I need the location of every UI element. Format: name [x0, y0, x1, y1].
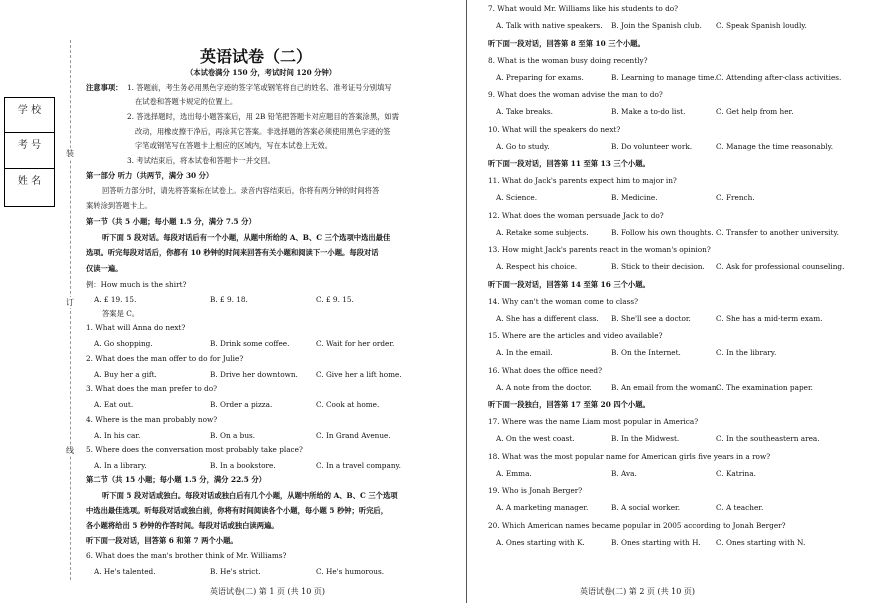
- question-text: 3. What does the man prefer to do?: [86, 384, 218, 393]
- section1-instruction: 听下面 5 段对话。每段对话后有一个小题，从题中所给的 A、B、C 三个选项中选出最佳: [102, 233, 391, 242]
- question-option: B. An email from the woman.: [611, 382, 719, 392]
- note-line: 2. 答选择题时，选出每小题答案后，用 2B 铅笔把答题卡对应题目的答案涂黑，如需: [127, 112, 400, 121]
- question-option: C. French.: [716, 193, 755, 202]
- question-option: B. Stick to their decision.: [611, 262, 705, 271]
- question-option: C. She has a mid-term exam.: [716, 313, 823, 323]
- question-text: 18. What was the most popular name for American girls five years in a row?: [488, 451, 771, 461]
- example-question: 例：How much is the shirt?: [86, 280, 187, 289]
- question-text: 2. What does the man offer to do for Julie?: [86, 353, 244, 363]
- school-label: 学 校: [17, 105, 42, 116]
- exam-number-label: 考 号: [17, 140, 42, 151]
- page-divider: [466, 0, 467, 603]
- question-option: B. On the Internet.: [611, 348, 681, 357]
- question-option: C. He's humorous.: [316, 567, 385, 576]
- binding-mark-zhuang: 装: [66, 149, 74, 158]
- section1-instruction: 仅读一遍。: [86, 264, 123, 273]
- question-option: A. A marketing manager.: [496, 503, 589, 512]
- question-option: A. In the email.: [496, 348, 553, 357]
- question-option: B. Drive her downtown.: [210, 369, 298, 379]
- question-option: C. Manage the time reasonably.: [716, 141, 834, 151]
- section2-instruction: 中选出最佳选项。听每段对话或独白前，你将有时间阅读各个小题，每小题 5 秒钟；听完后，: [86, 506, 389, 515]
- question-option: A. Eat out.: [94, 400, 134, 409]
- example-option: A. £ 19. 15.: [94, 295, 137, 304]
- question-option: A. Go to study.: [496, 141, 550, 151]
- part1-intro-line: 回答听力部分时，请先将答案标在试卷上。录音内容结束后，你将有两分钟的时间将答: [102, 186, 380, 195]
- question-option: B. In a bookstore.: [210, 461, 276, 470]
- example-answer: 答案是 C。: [102, 309, 140, 318]
- notes-label: 注意事项：: [86, 83, 123, 92]
- question-option: C. In Grand Avenue.: [316, 430, 391, 440]
- question-option: A. He's talented.: [94, 567, 156, 576]
- note-line: 字笔或钢笔写在答题卡上相应的区域内，写在本试卷上无效。: [135, 141, 333, 150]
- question-option: B. Join the Spanish club.: [611, 21, 702, 30]
- note-line: 改动，用橡皮擦干净后，再涂其它答案。非选择题的答案必须使用黑色字迹的签: [135, 127, 391, 136]
- question-text: 14. Why can't the woman come to class?: [488, 296, 639, 306]
- question-option: A. Respect his choice.: [496, 262, 578, 271]
- dialogue-header: 听下面一段独白，回答第 17 至第 20 四个小题。: [488, 400, 650, 409]
- binding-mark-ding: 订: [66, 298, 74, 307]
- dialogue-header: 听下面一段对话，回答第 8 至第 10 三个小题。: [488, 38, 645, 48]
- question-option: A. Talk with native speakers.: [496, 21, 603, 30]
- question-option: A. Buy her a gift.: [94, 369, 157, 379]
- note-line: 在试卷和答题卡规定的位置上。: [135, 97, 238, 106]
- part1-heading: 第一部分 听力（共两节，满分 30 分）: [86, 171, 214, 180]
- question-option: B. Ones starting with H.: [611, 537, 701, 547]
- question-text: 20. Which American names became popular in 2005 according to Jonah Berger?: [488, 520, 786, 530]
- question-option: C. Speak Spanish loudly.: [716, 21, 807, 30]
- question-option: A. In his car.: [94, 430, 141, 440]
- question-option: A. Emma.: [496, 468, 532, 478]
- section1-instruction: 选项。听完每段对话后，你都有 10 秒钟的时间来回答有关小题和阅读下一小题。每段对话: [86, 248, 379, 257]
- question-option: C. Ask for professional counseling.: [716, 262, 845, 271]
- note-line: 3. 考试结束后，将本试卷和答题卡一并交回。: [127, 156, 275, 165]
- question-option: C. Wait for her order.: [316, 339, 395, 348]
- question-text: 5. Where does the conversation most probably take place?: [86, 445, 303, 454]
- part1-intro-line: 案转涂到答题卡上。: [86, 201, 152, 210]
- footer-left: 英语试卷(二) 第 1 页 (共 10 页): [210, 587, 326, 596]
- question-option: C. Ones starting with N.: [716, 537, 806, 547]
- dialogue-header: 听下面一段对话，回答第 6 和第 7 两个小题。: [86, 536, 238, 545]
- question-option: B. Follow his own thoughts.: [611, 227, 714, 237]
- question-text: 19. Who is Jonah Berger?: [488, 486, 583, 495]
- question-option: A. Go shopping.: [94, 339, 153, 348]
- question-option: B. Order a pizza.: [210, 400, 273, 409]
- question-text: 11. What do Jack's parents expect him to major in?: [488, 176, 677, 185]
- question-option: A. Ones starting with K.: [496, 537, 585, 547]
- question-text: 1. What will Anna do next?: [86, 323, 186, 332]
- question-option: B. Make a to-do list.: [611, 107, 686, 116]
- example-option: C. £ 9. 15.: [316, 295, 354, 304]
- question-option: C. In a travel company.: [316, 461, 401, 470]
- section1-heading: 第一节（共 5 小题；每小题 1.5 分，满分 7.5 分）: [86, 217, 256, 226]
- question-option: B. He's strict.: [210, 567, 261, 576]
- question-option: C. A teacher.: [716, 503, 764, 512]
- question-option: C. Attending after-class activities.: [716, 72, 842, 82]
- section2-instruction: 各小题将给出 5 秒钟的作答时间。每段对话或独白读两遍。: [86, 521, 279, 530]
- question-option: A. Science.: [496, 193, 538, 202]
- question-option: B. Learning to manage time.: [611, 72, 717, 82]
- question-text: 15. Where are the articles and video available?: [488, 331, 663, 340]
- name-label: 姓 名: [17, 176, 42, 187]
- question-text: 9. What does the woman advise the man to do?: [488, 90, 663, 99]
- section2-instruction: 听下面 5 段对话或独白。每段对话或独白后有几个小题，从题中所给的 A、B、C 三个选项: [102, 491, 398, 500]
- question-option: C. Transfer to another university.: [716, 227, 839, 237]
- exam-number-box: [4, 133, 55, 169]
- question-option: A. Preparing for exams.: [496, 72, 584, 82]
- name-box: [4, 169, 55, 207]
- dialogue-header: 听下面一段对话，回答第 11 至第 13 三个小题。: [488, 159, 650, 168]
- question-option: B. Do volunteer work.: [611, 141, 693, 151]
- section2-heading: 第二节（共 15 小题；每小题 1.5 分，满分 22.5 分）: [86, 475, 266, 484]
- page-title: 英语试卷（二）: [200, 47, 313, 66]
- question-option: A. Retake some subjects.: [496, 227, 589, 237]
- question-option: B. Ava.: [611, 468, 637, 478]
- question-text: 6. What does the man's brother think of Mr. Williams?: [86, 551, 287, 560]
- question-option: C. In the library.: [716, 348, 777, 357]
- example-option: B. £ 9. 18.: [210, 295, 248, 304]
- question-option: A. She has a different class.: [496, 313, 599, 323]
- question-option: B. A social worker.: [611, 503, 681, 512]
- question-text: 7. What would Mr. Williams like his students to do?: [488, 4, 679, 13]
- question-option: B. Medicine.: [611, 193, 658, 202]
- question-text: 12. What does the woman persuade Jack to do?: [488, 210, 664, 220]
- question-text: 13. How might Jack's parents react in the woman's opinion?: [488, 245, 711, 254]
- page-subtitle: （本试卷满分 150 分，考试时间 120 分钟）: [186, 68, 337, 77]
- question-option: C. Cook at home.: [316, 400, 380, 409]
- binding-line: [70, 40, 71, 580]
- question-option: C. Give her a lift home.: [316, 369, 402, 379]
- dialogue-header: 听下面一段对话，回答第 14 至第 16 三个小题。: [488, 279, 650, 289]
- question-option: C. Get help from her.: [716, 107, 794, 116]
- binding-mark-xian: 线: [66, 446, 74, 455]
- question-option: C. The examination paper.: [716, 382, 813, 392]
- question-option: C. Katrina.: [716, 468, 756, 478]
- question-option: B. On a bus.: [210, 430, 256, 440]
- question-option: A. In a library.: [94, 461, 147, 470]
- question-option: A. On the west coast.: [496, 434, 575, 443]
- question-option: A. A note from the doctor.: [496, 382, 592, 392]
- question-text: 16. What does the office need?: [488, 365, 602, 375]
- question-option: A. Take breaks.: [496, 107, 553, 116]
- question-text: 17. Where was the name Liam most popular in America?: [488, 417, 699, 426]
- footer-right: 英语试卷(二) 第 2 页 (共 10 页): [580, 587, 696, 596]
- school-box: [4, 97, 55, 133]
- question-text: 10. What will the speakers do next?: [488, 124, 621, 134]
- question-text: 8. What is the woman busy doing recently?: [488, 55, 648, 65]
- question-option: B. In the Midwest.: [611, 434, 680, 443]
- question-option: C. In the southeastern area.: [716, 434, 820, 443]
- note-line: 1. 答题前，考生务必用黑色字迹的签字笔或钢笔将自己的姓名、准考证号分别填写: [127, 83, 392, 92]
- question-option: B. She'll see a doctor.: [611, 313, 691, 323]
- question-option: B. Drink some coffee.: [210, 339, 290, 348]
- question-text: 4. Where is the man probably now?: [86, 414, 218, 424]
